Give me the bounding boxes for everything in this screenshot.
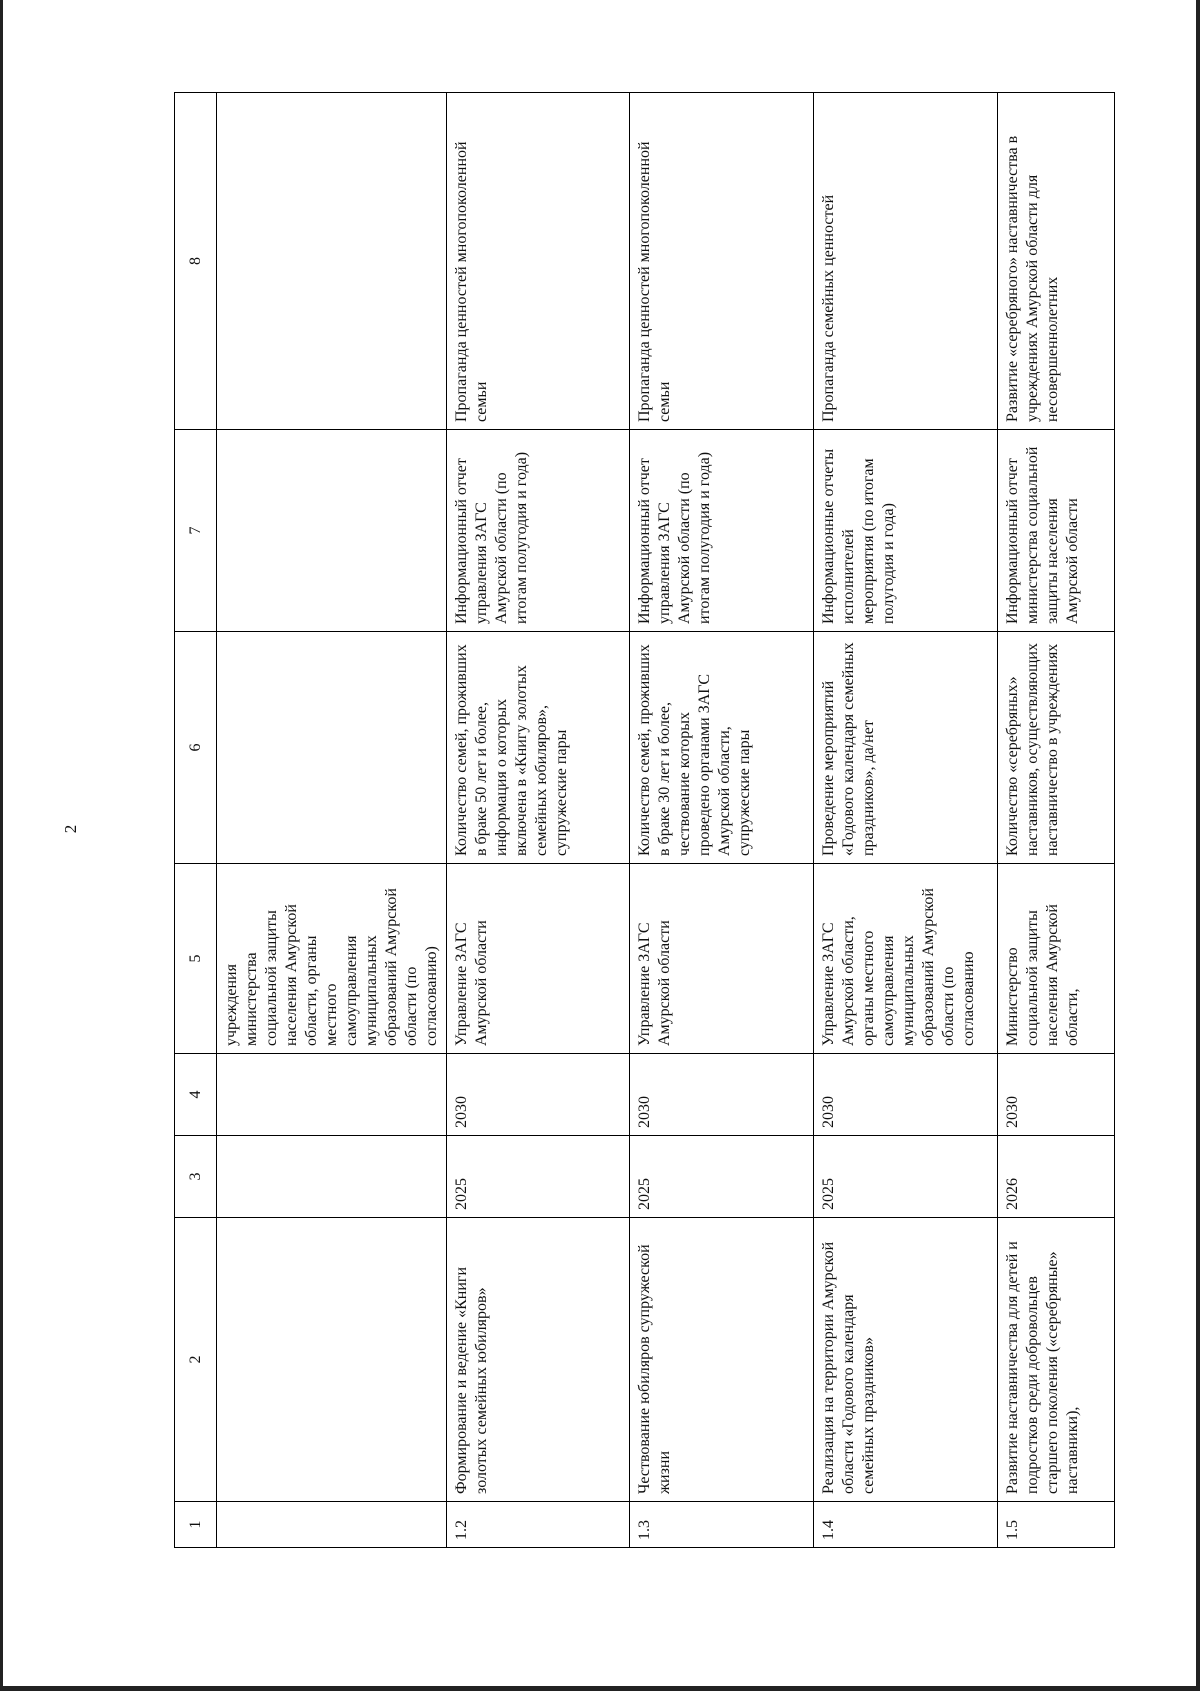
rotated-table-frame — [174, 93, 1104, 1548]
indicator-cell: Количество семей, проживших в браке 30 лет и более, чествование которых проведено органами ЗАГС Амурской области, супружеские пары — [630, 632, 814, 864]
report-cell — [217, 430, 447, 632]
end-year-cell — [217, 1054, 447, 1136]
scan-edge-left — [0, 0, 3, 1691]
result-cell: Развитие «серебряного» наставничества в учреждениях Амурской области для несовершеннолетних — [998, 93, 1115, 430]
header-cell-6: 6 — [175, 632, 217, 864]
header-cell-7: 7 — [175, 430, 217, 632]
header-cell-8: 8 — [175, 93, 217, 430]
table-row — [998, 93, 1115, 1548]
executor-cell: учреждения министерства социальной защиты населения Амурской области, органы местного самоуправления муниципальных образований Амурской области (по согласованию) — [217, 864, 447, 1054]
start-year-cell: 2025 — [630, 1136, 814, 1218]
report-cell: Информационный отчет министерства социальной защиты населения Амурской области — [998, 430, 1115, 632]
header-cell-5: 5 — [175, 864, 217, 1054]
end-year-cell: 2030 — [998, 1054, 1115, 1136]
indicator-cell: Количество «серебряных» наставников, осуществляющих наставничество в учреждениях — [998, 632, 1115, 864]
scan-edge-bottom — [0, 1686, 1200, 1691]
measure-cell: Развитие наставничества для детей и подростков среди добровольцев старшего поколения («серебряные» наставники), — [998, 1218, 1115, 1502]
measure-cell: Реализация на территории Амурской области «Годового календаря семейных праздников» — [814, 1218, 998, 1502]
start-year-cell: 2026 — [998, 1136, 1115, 1218]
page-number: 2 — [61, 824, 80, 834]
end-year-cell: 2030 — [447, 1054, 630, 1136]
header-cell-4: 4 — [175, 1054, 217, 1136]
table-row — [447, 93, 630, 1548]
scan-edge-right — [1196, 0, 1200, 1691]
row-number-cell: 1.5 — [998, 1502, 1115, 1548]
table-row — [814, 93, 998, 1548]
start-year-cell: 2025 — [814, 1136, 998, 1218]
result-cell: Пропаганда ценностей многопоколенной семьи — [630, 93, 814, 430]
executor-cell: Управление ЗАГС Амурской области, органы местного самоуправления муниципальных образований Амурской области (по согласованию — [814, 864, 998, 1054]
table-row — [217, 93, 447, 1548]
row-number-cell: 1.3 — [630, 1502, 814, 1548]
table-row — [630, 93, 814, 1548]
end-year-cell: 2030 — [630, 1054, 814, 1136]
executor-cell: Управление ЗАГС Амурской области — [630, 864, 814, 1054]
result-cell: Пропаганда семейных ценностей — [814, 93, 998, 430]
measure-cell: Чествование юбиляров супружеской жизни — [630, 1218, 814, 1502]
row-number-cell — [217, 1502, 447, 1548]
header-row — [175, 93, 217, 1548]
result-cell: Пропаганда ценностей многопоколенной семьи — [447, 93, 630, 430]
result-cell — [217, 93, 447, 430]
indicator-cell — [217, 632, 447, 864]
report-cell: Информационный отчет управления ЗАГС Амурской области (по итогам полугодия и года) — [447, 430, 630, 632]
report-cell: Информационный отчет управления ЗАГС Амурской области (по итогам полугодия и года) — [630, 430, 814, 632]
executor-cell: Управление ЗАГС Амурской области — [447, 864, 630, 1054]
header-cell-3: 3 — [175, 1136, 217, 1218]
row-number-cell: 1.4 — [814, 1502, 998, 1548]
measures-table — [174, 92, 1115, 1548]
measure-cell — [217, 1218, 447, 1502]
indicator-cell: Проведение мероприятий «Годового календаря семейных праздников», да/нет — [814, 632, 998, 864]
indicator-cell: Количество семей, проживших в браке 50 лет и более, информация о которых включена в «Книгу золотых семейных юбиляров», супружеские пары — [447, 632, 630, 864]
start-year-cell: 2025 — [447, 1136, 630, 1218]
start-year-cell — [217, 1136, 447, 1218]
executor-cell: Министерство социальной защиты населения Амурской области, — [998, 864, 1115, 1054]
header-cell-1: 1 — [175, 1502, 217, 1548]
report-cell: Информационные отчеты исполнителей мероприятия (по итогам полугодия и года) — [814, 430, 998, 632]
end-year-cell: 2030 — [814, 1054, 998, 1136]
header-cell-2: 2 — [175, 1218, 217, 1502]
row-number-cell: 1.2 — [447, 1502, 630, 1548]
measure-cell: Формирование и ведение «Книги золотых семейных юбиляров» — [447, 1218, 630, 1502]
